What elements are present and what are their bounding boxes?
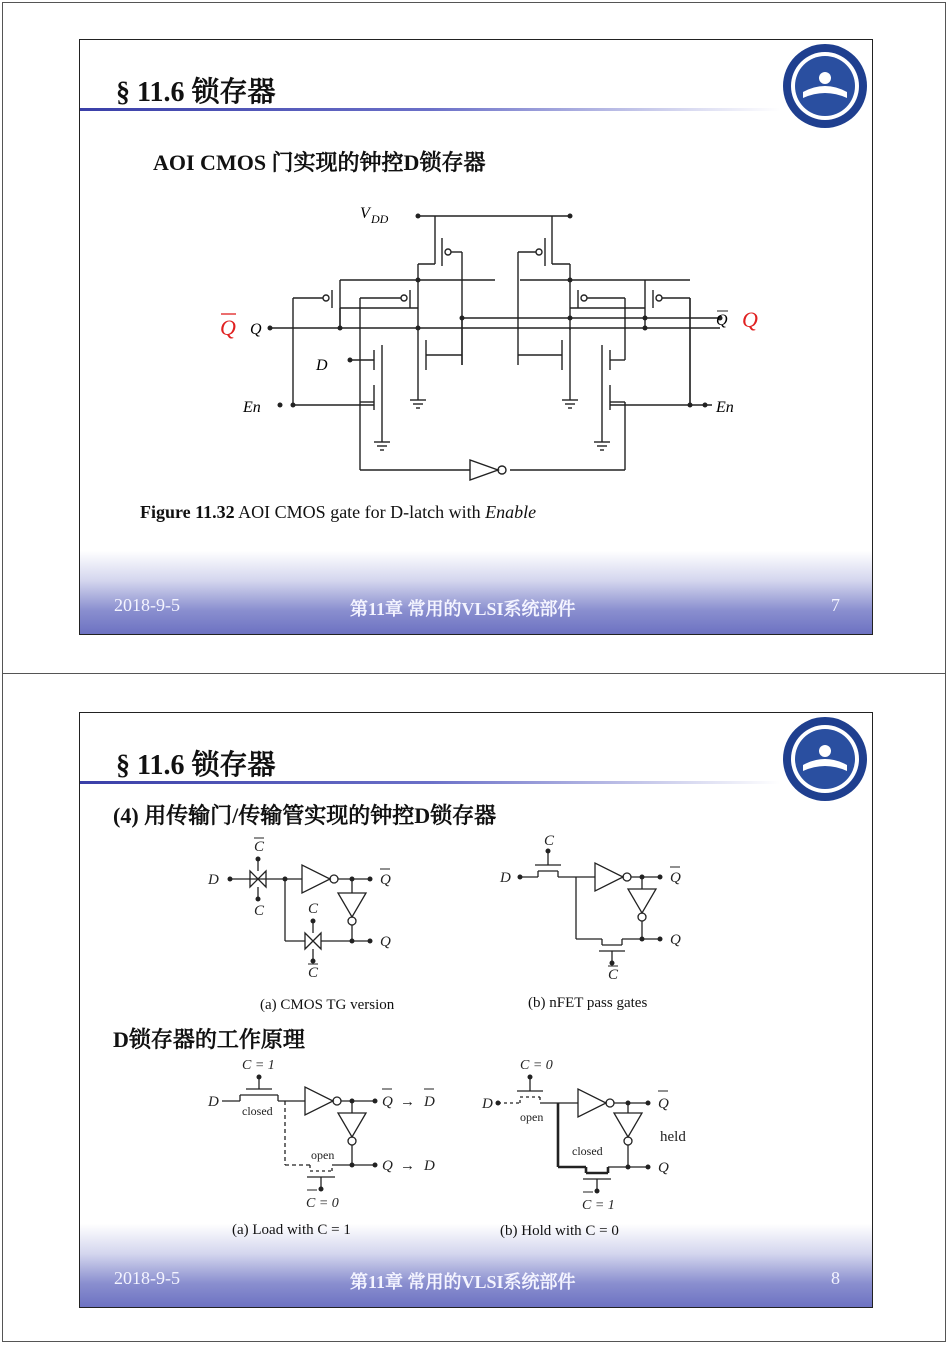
footer-date: 2018-9-5	[114, 1268, 180, 1288]
heading-tg-latch: (4) 用传输门/传输管实现的钟控D锁存器	[113, 803, 497, 828]
fig-a-cbar-top-label: C	[254, 839, 265, 855]
aoi-latch-schematic	[80, 40, 873, 635]
fig-c-cbar-eq-label: C = 0	[306, 1196, 339, 1211]
fig-c-q-label: Q	[382, 1158, 393, 1174]
fig-c-open-label: open	[311, 1148, 335, 1162]
fig-b-caption: (b) nFET pass gates	[528, 995, 648, 1011]
fig-d-qbar-label: Q	[658, 1096, 669, 1112]
footer-chapter: 第11章 常用的VLSI系统部件	[350, 1272, 576, 1292]
slide-title: § 11.6 锁存器	[116, 750, 276, 781]
fig-c-qbar-label: Q	[382, 1094, 393, 1110]
qbar-right-label: Q	[716, 312, 728, 329]
slide-8	[79, 712, 873, 1308]
q-red-label: Q	[742, 307, 758, 332]
figure-caption	[140, 502, 536, 523]
fig-a-q-label: Q	[380, 934, 391, 950]
fig-b-d-label: D	[500, 870, 511, 886]
fig-b-qbar-label: Q	[670, 870, 681, 886]
fig-d-q-label: Q	[658, 1160, 669, 1176]
footer-page-number: 7	[831, 595, 840, 615]
fig-a-d-label: D	[208, 872, 219, 888]
fig-c-arrow1: →	[400, 1094, 415, 1110]
fig-c-caption: (a) Load with C = 1	[232, 1222, 351, 1238]
fig-d-cbar-eq-label: C = 1	[582, 1198, 615, 1213]
slide-7	[79, 39, 873, 635]
fig-a-cbar-bottom-label: C	[308, 965, 319, 981]
slide-title: § 11.6 锁存器	[116, 77, 276, 108]
en-right-label: En	[716, 399, 734, 416]
vdd-sub-label: DD	[371, 212, 389, 226]
figure-caption-text: AOI CMOS gate for D-latch with	[234, 502, 486, 522]
d-label: D	[316, 357, 328, 374]
figure-caption-number: Figure 11.32	[140, 502, 235, 522]
fig-b-c-label: C	[544, 833, 555, 849]
fig-a-caption: (a) CMOS TG version	[260, 997, 395, 1013]
qbar-red-label: Q	[220, 315, 236, 340]
footer-page-number: 8	[831, 1268, 840, 1288]
fig-d-d-label: D	[482, 1096, 493, 1112]
fig-b-q-label: Q	[670, 932, 681, 948]
fig-d-caption: (b) Hold with C = 0	[500, 1223, 619, 1239]
fig-d-c-eq-label: C = 0	[520, 1058, 553, 1073]
heading-latch-principle: D锁存器的工作原理	[113, 1027, 305, 1052]
en-left-label: En	[243, 399, 261, 416]
fig-c-arrow2: →	[400, 1158, 415, 1174]
fig-d-open-label: open	[520, 1110, 544, 1124]
latch-figures	[80, 713, 873, 1308]
fig-d-held-label: held	[660, 1129, 686, 1145]
fig-c-d2-label: D	[424, 1158, 435, 1174]
slide-subtitle: AOI CMOS 门实现的钟控D锁存器	[153, 150, 486, 175]
fig-a-qbar-label: Q	[380, 872, 391, 888]
fig-c-dbar-label: D	[424, 1094, 435, 1110]
fig-a-c-bottom-label: C	[254, 903, 265, 919]
footer-date: 2018-9-5	[114, 595, 180, 615]
fig-b-cbar-label: C	[608, 967, 619, 983]
fig-a-c-mid-label: C	[308, 901, 319, 917]
fig-c-closed-label: closed	[242, 1104, 273, 1118]
figure-caption-italic: Enable	[485, 502, 537, 522]
q-left-label: Q	[250, 321, 262, 338]
fig-d-closed-label: closed	[572, 1144, 603, 1158]
vdd-label: V	[360, 205, 370, 222]
footer-chapter: 第11章 常用的VLSI系统部件	[350, 599, 576, 619]
page-divider	[2, 673, 946, 674]
fig-c-c-eq-label: C = 1	[242, 1058, 275, 1073]
fig-c-d-label: D	[208, 1094, 219, 1110]
